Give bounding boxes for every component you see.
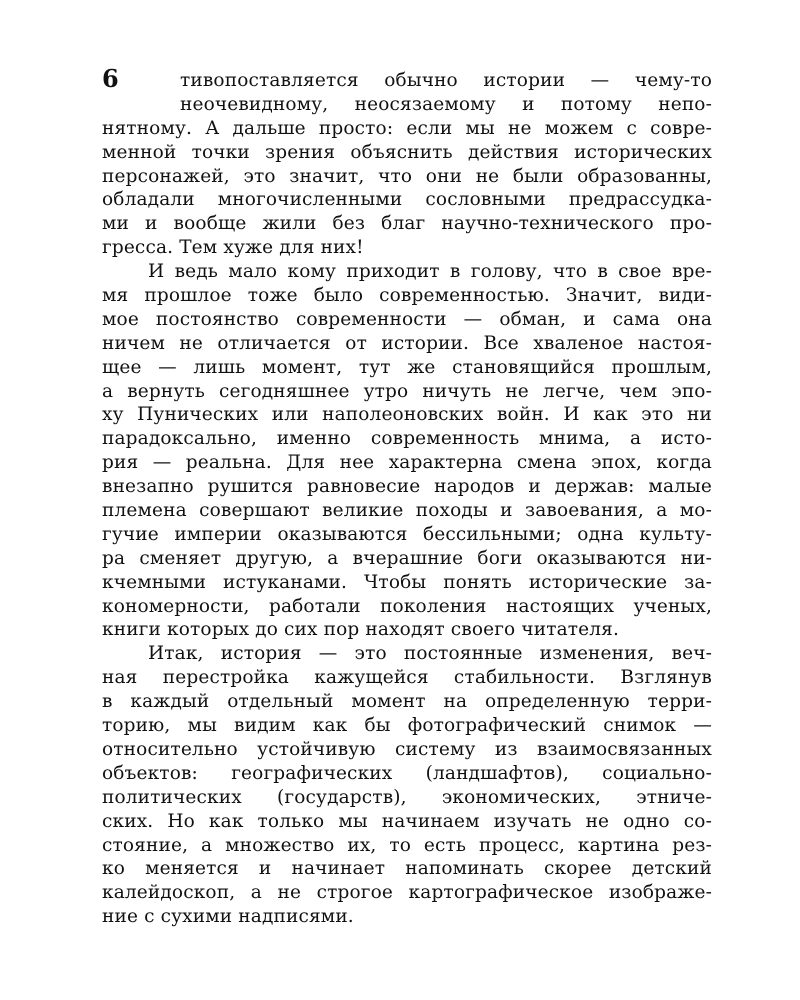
text-line: ми и вообще жили без благ научно-технического про- bbox=[102, 213, 712, 235]
text-line: рия — реальна. Для нее характерна смена эпох, когда bbox=[102, 452, 712, 474]
text-line: Итак, история — это постоянные изменения, веч- bbox=[148, 643, 712, 665]
text-line: стояние, а множество их, то есть процесс, картина рез- bbox=[102, 834, 712, 856]
text-line: книги которых до сих пор находят своего читателя. bbox=[102, 619, 620, 641]
text-line: кономерности, работали поколения настоящих ученых, bbox=[102, 595, 712, 617]
text-line: объектов: географических (ландшафтов), социально- bbox=[102, 762, 712, 784]
text-line: кчемными истуканами. Чтобы понять исторические за- bbox=[102, 571, 712, 593]
text-line: ра сменяет другую, а вчерашние боги оказываются ни- bbox=[102, 547, 712, 569]
text-line: обладали многочисленными сословными предрассудка- bbox=[102, 189, 712, 211]
text-line: торию, мы видим как бы фотографический снимок — bbox=[102, 715, 712, 737]
text-line: тивопоставляется обычно истории — чему-то bbox=[180, 70, 712, 91]
text-line: калейдоскоп, а не строгое картографическое изображе- bbox=[102, 882, 712, 904]
text-line: менной точки зрения объяснить действия исторических bbox=[102, 141, 712, 163]
text-line: ху Пунических или наполеоновских войн. И как это ни bbox=[102, 404, 712, 426]
text-line: персонажей, это значит, что они не были образованны, bbox=[102, 165, 712, 187]
text-line: ная перестройка кажущейся стабильности. Взглянув bbox=[102, 667, 712, 689]
text-line: ничем не отличается от истории. Все хваленое настоя- bbox=[102, 332, 712, 354]
text-line: мое постоянство современности — обман, и сама она bbox=[102, 308, 712, 330]
text-line: в каждый отдельный момент на определенную терри- bbox=[102, 691, 712, 713]
text-line: И ведь мало кому приходит в голову, что в свое вре- bbox=[148, 261, 712, 283]
text-line: мя прошлое тоже было современностью. Значит, види- bbox=[102, 285, 712, 307]
text-line: племена совершают великие походы и завоевания, а мо- bbox=[102, 500, 712, 522]
text-line: гучие империи оказываются бессильными; одна культу- bbox=[102, 523, 712, 545]
page-number: 6 bbox=[102, 64, 119, 93]
text-line: ко меняется и начинает напоминать скорее детский bbox=[102, 858, 712, 880]
text-line: внезапно рушится равновесие народов и держав: малые bbox=[102, 476, 712, 498]
text-line: щее — лишь момент, тут же становящийся прошлым, bbox=[102, 356, 712, 378]
text-line: неочевидному, неосязаемому и потому непо- bbox=[180, 93, 712, 115]
text-line: ние с сухими надписями. bbox=[102, 906, 354, 928]
text-line: относительно устойчивую систему из взаимосвязанных bbox=[102, 738, 712, 760]
text-line: парадоксально, именно современность мнима, а исто- bbox=[102, 428, 712, 450]
text-line: ских. Но как только мы начинаем изучать не одно со- bbox=[102, 810, 712, 832]
text-line: гресса. Тем хуже для них! bbox=[102, 237, 364, 259]
page-text bbox=[102, 69, 712, 929]
text-line: а вернуть сегодняшнее утро ничуть не легче, чем эпо- bbox=[102, 380, 712, 402]
text-line: политических (государств), экономических, этниче- bbox=[102, 786, 712, 808]
text-line: нятному. А дальше просто: если мы не можем с совре- bbox=[102, 117, 712, 139]
